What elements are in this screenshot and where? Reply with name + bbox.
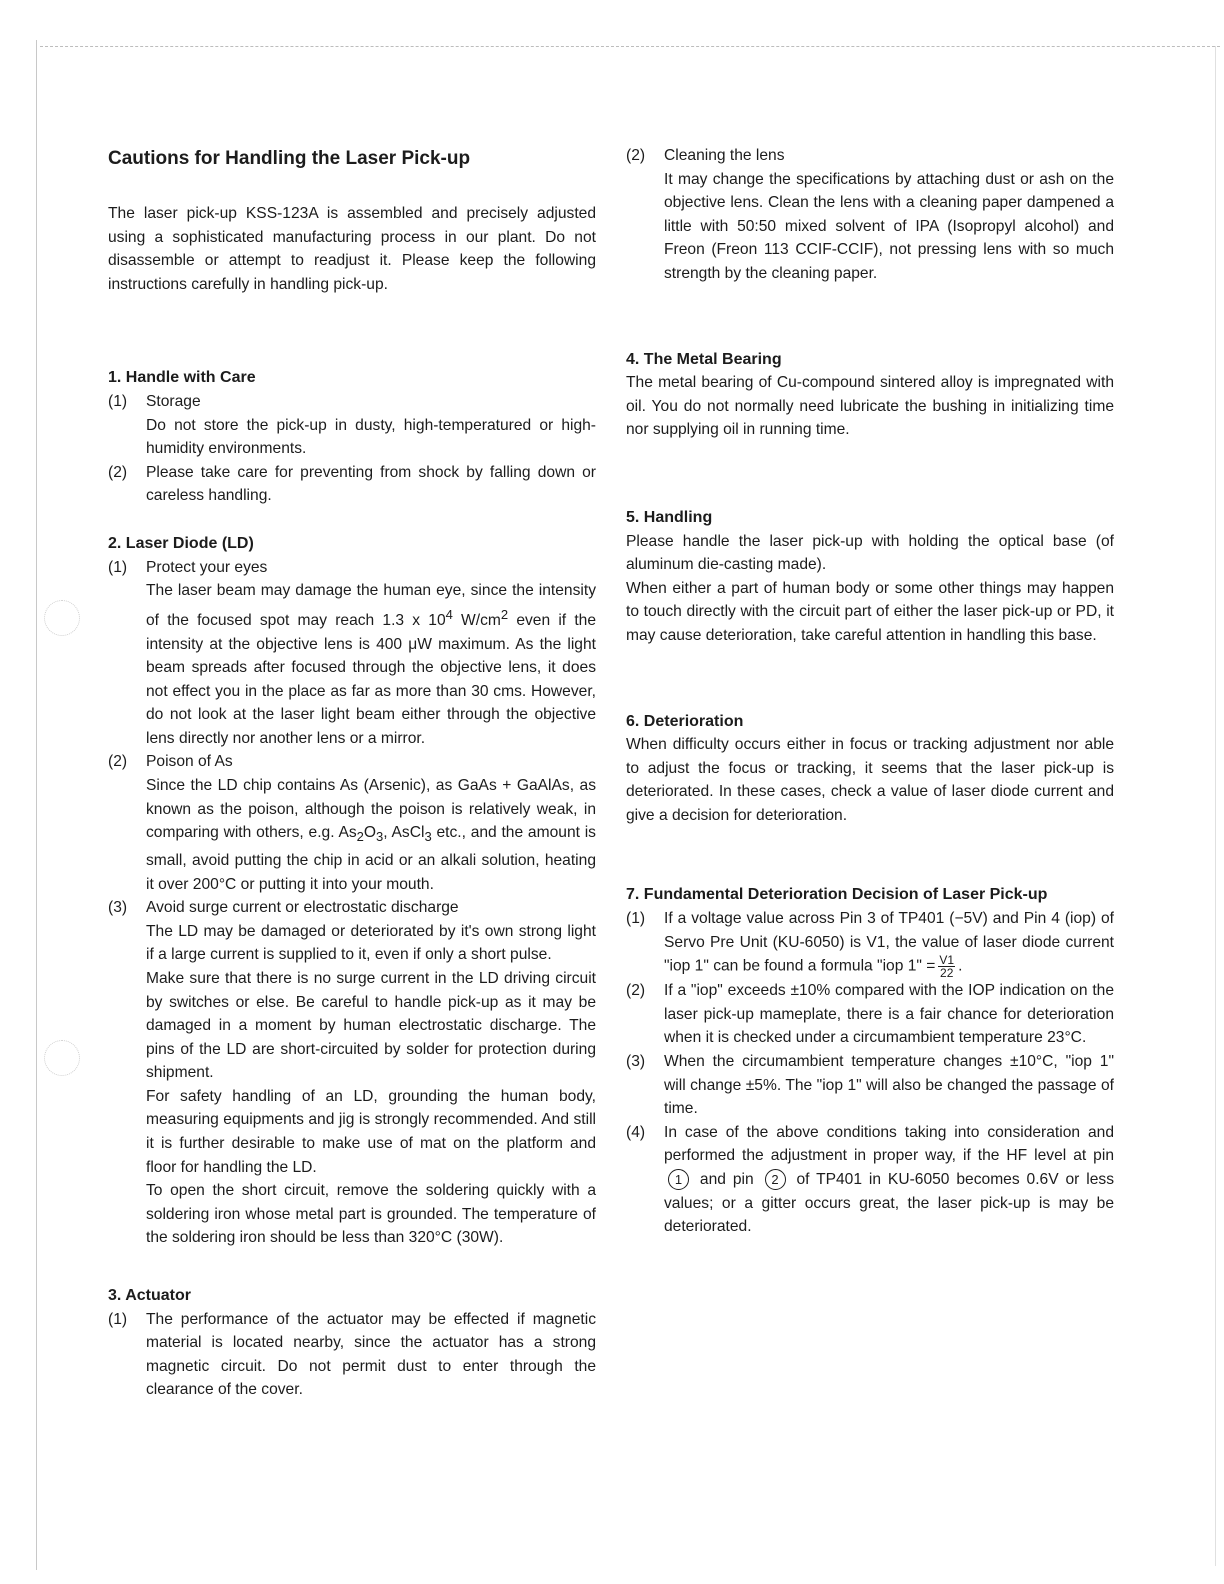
section-text: When either a part of human body or some other things may happen to touch directly with the circuit part of either the laser pick-up or PD, it may cause deterioration, take careful attention in handling this base. <box>626 579 1114 644</box>
item-text: When the circumambient temperature changes ±10°C, "iop 1" will change ±5%. The "iop 1" will also be changed the passage of time. <box>664 1053 1114 1118</box>
item-number: (1) <box>108 558 128 576</box>
binder-hole-mark <box>44 600 80 636</box>
item-text: In case of the above conditions taking into consideration and performed the adjustment in proper way, if the HF level at pin 1 and pin 2 of TP401 in KU-6050 becomes 0.6V or less values; or a gitter occurs great, the laser pick-up is may be deteriorated. <box>664 1123 1115 1236</box>
item-title: Cleaning the lens <box>664 147 785 164</box>
formula-fraction: $\frac{V1}{22}$ <box>939 953 955 981</box>
page-title: Cautions for Handling the Laser Pick-up <box>108 148 471 169</box>
item-text: The performance of the actuator may be effected if magnetic material is located nearby, since the actuator has a strong magnetic circuit. Do not permit dust to enter through the clearance of the cover. <box>146 1310 596 1399</box>
list-item <box>626 907 1114 979</box>
list-item <box>108 1308 596 1402</box>
item-number: (1) <box>108 392 128 410</box>
item-text: The laser beam may damage the human eye, since the intensity of the focused spot may reach 1.3 x $10^4$ $W/cm^2$ even if the intensity at the objective lens is 400 μW maximum. As the light beam spreads after focused through the objective lens, it does not effect you in the place as far as more than 30 cms. However, do not look at the laser light beam either through the objective lens directly nor another lens or a mirror. <box>146 582 597 747</box>
list-item <box>108 556 596 751</box>
item-text: If a "iop" exceeds ±10% compared with the IOP indication on the laser pick-up mameplate, there is a fair chance for deterioration when it is checked under a circumambient temperature 23°C. <box>664 982 1114 1047</box>
item-title: Poison of As <box>146 753 233 771</box>
page-edge-top <box>40 46 1220 47</box>
list-item <box>626 979 1114 1050</box>
item-text: If a voltage value across Pin 3 of TP401 (−5V) and Pin 4 (iop) of Servo Pre Unit (KU-6050) is V1, the value of laser diode current "iop 1" can be found a formula "iop 1" = $\frac{V1}{22}$ . <box>664 910 1114 981</box>
section-title: 5. Handling <box>626 508 713 526</box>
item-number: (2) <box>108 463 128 481</box>
section-handling <box>626 506 1114 648</box>
list-item <box>626 144 1114 286</box>
list-item <box>108 461 596 508</box>
item-text: The LD may be damaged or deteriorated by it's own strong light if a large current is supplied to it, even if only a short pulse. <box>146 922 596 964</box>
section-title: 2. Laser Diode (LD) <box>108 534 254 552</box>
section-title: 6. Deterioration <box>626 712 744 730</box>
section-title: 1. Handle with Care <box>108 369 256 387</box>
section-title: 4. The Metal Bearing <box>626 350 782 368</box>
item-title: Protect your eyes <box>146 558 268 576</box>
page-edge-right <box>1215 46 1216 1566</box>
right-column <box>626 144 1114 1239</box>
item-title: Storage <box>146 392 201 410</box>
section-text: Please handle the laser pick-up with holding the optical base (of aluminum die-casting made). <box>626 532 1114 574</box>
item-text: Do not store the pick-up in dusty, high-temperatured or high-humidity environments. <box>146 416 596 458</box>
section-handle-with-care <box>108 366 596 508</box>
pin-2-circle: 2 <box>765 1169 786 1190</box>
section-title: 3. Actuator <box>108 1287 191 1305</box>
item-text: To open the short circuit, remove the soldering quickly with a soldering iron whose metal part is grounded. The temperature of the soldering iron should be less than 320°C (30W). <box>146 1182 596 1247</box>
section-laser-diode <box>108 532 596 1250</box>
section-deterioration-decision <box>626 883 1114 1238</box>
intro-paragraph: The laser pick-up KSS-123A is assembled and precisely adjusted using a sophisticated manufacturing process in our plant. Do not disassemble or attempt to readjust it. Please keep the following instructions carefully in handling pick-up. <box>108 205 596 293</box>
item-title: Avoid surge current or electrostatic discharge <box>146 899 459 917</box>
item-number: (2) <box>108 753 128 771</box>
item-number: (1) <box>108 1310 128 1328</box>
item-number: (4) <box>626 1123 646 1141</box>
pin-1-circle: 1 <box>668 1169 689 1190</box>
list-item <box>108 750 596 896</box>
section-text: The metal bearing of Cu-compound sintered alloy is impregnated with oil. You do not normally need lubricate the bushing in initializing time nor supplying oil in running time. <box>626 374 1114 439</box>
list-item <box>626 1121 1114 1239</box>
item-text: It may change the specifications by attaching dust or ash on the objective lens. Clean the lens with a cleaning paper dampened a little with 50:50 mixed solvent of IPA (Isopropyl alcohol) and Freon (Freon 113 CCIF-CCIF), not pressing lens with so much strength by the cleaning paper. <box>664 170 1114 282</box>
section-text: When difficulty occurs either in focus or tracking adjustment nor able to adjust the focus or tracking, it seems that the laser pick-up is deteriorated. In these cases, check a value of laser diode current and give a decision for deterioration. <box>626 736 1114 824</box>
page-edge-left <box>36 40 37 1570</box>
item-number: (1) <box>626 910 646 928</box>
item-text: Make sure that there is no surge current in the LD driving circuit by switches or else. Be careful to handle pick-up as it may be damaged in a moment by human electrostatic discharge. The pins of the LD are short-circuited by solder for protection during shipment. <box>146 969 596 1082</box>
item-number: (2) <box>626 982 646 1000</box>
list-item <box>108 896 596 1250</box>
section-metal-bearing <box>626 348 1114 442</box>
item-number: (2) <box>626 147 646 164</box>
section-actuator <box>108 1284 596 1402</box>
item-number: (3) <box>626 1053 646 1071</box>
section-title: 7. Fundamental Deterioration Decision of Laser Pick-up <box>626 886 1048 904</box>
left-column <box>108 146 596 1402</box>
item-text: For safety handling of an LD, grounding the human body, measuring equipments and jig is strongly recommended. And still it is further desirable to make use of mat on the platform and floor for handling the LD. <box>146 1087 596 1176</box>
item-number: (3) <box>108 899 128 917</box>
item-text: Since the LD chip contains As (Arsenic), as GaAs + GaAlAs, as known as the poison, although the poison is relatively weak, in comparing with others, e.g. $As_2O_3$, AsCl$_3$ etc., and the amount is small, avoid putting the chip in acid or an alkali solution, heating it over 200°C or putting it into your mouth. <box>146 777 596 893</box>
list-item <box>108 390 596 461</box>
item-text: Please take care for preventing from shock by falling down or careless handling. <box>146 463 596 505</box>
list-item <box>626 1050 1114 1121</box>
binder-hole-mark <box>44 1040 80 1076</box>
section-deterioration <box>626 710 1114 828</box>
